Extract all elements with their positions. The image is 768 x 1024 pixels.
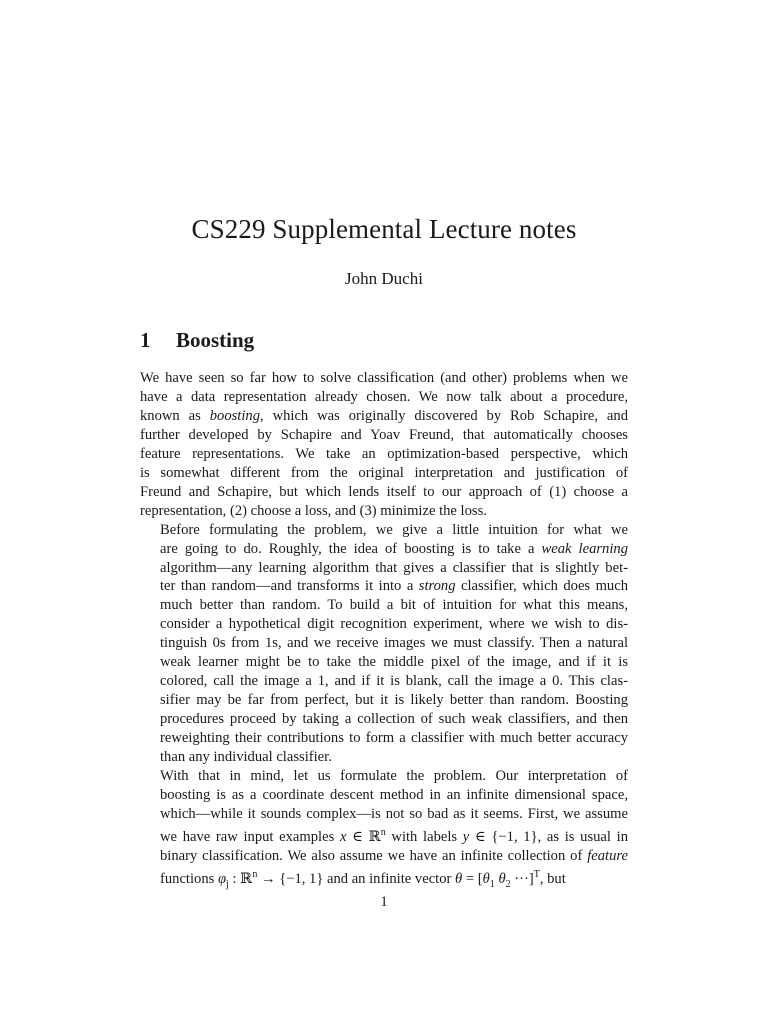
text-line: is somewhat different from the original interpretation and justification of: [140, 464, 628, 481]
section-number: 1: [140, 328, 151, 352]
text-line: much better than random. To build a bit of intuition for what this means,: [160, 597, 628, 614]
body-text: [140, 369, 628, 894]
text-line: weak learner might be to take the middle pixel of the image, and if it is: [160, 654, 628, 671]
text-line: which—while it sounds complex—is not so bad as it seems. First, we assume: [160, 805, 628, 822]
text-line: Freund and Schapire, but which lends itself to our approach of (1) choose a: [140, 483, 628, 500]
document-title: CS229 Supplemental Lecture notes: [191, 214, 577, 244]
section-title: Boosting: [176, 328, 255, 352]
section-heading: [140, 328, 254, 353]
text-line: than any individual classifier.: [160, 749, 332, 766]
text-line: feature representations. We take an optimization-based perspective, which: [140, 445, 628, 462]
text-line: reweighting their contributions to form a classifier with much better accuracy: [160, 730, 628, 747]
text-line: We have seen so far how to solve classification (and other) problems when we: [140, 370, 628, 386]
text-line: colored, call the image a 1, and if it is blank, call the image a 0. This clas-: [160, 673, 628, 690]
text-line: sifier may be far from perfect, but it is likely better than random. Boosting: [160, 692, 628, 709]
author-name: John Duchi: [345, 269, 423, 288]
text-line: With that in mind, let us formulate the problem. Our interpretation of: [160, 768, 628, 785]
text-line: Before formulating the problem, we give a little intuition for what we: [160, 521, 628, 538]
text-line: representation, (2) choose a loss, and (3) minimize the loss.: [140, 502, 487, 519]
text-line: procedures proceed by taking a collection of such weak classifiers, and then: [160, 711, 628, 728]
text-line: consider a hypothetical digit recognition experiment, where we wish to dis-: [160, 616, 628, 633]
text-line: binary classification. We also assume we have an infinite collection of feature: [160, 847, 628, 864]
text-line: tinguish 0s from 1s, and we receive images we must classify. Then a natural: [160, 635, 628, 652]
text-line: known as boosting, which was originally discovered by Rob Schapire, and: [140, 407, 628, 424]
paragraph: [140, 369, 628, 521]
text-line: have a data representation already chosen. We now talk about a procedure,: [140, 388, 628, 405]
page-number: 1: [380, 894, 388, 910]
text-line: boosting is as a coordinate descent method in an infinite dimensional space,: [160, 786, 628, 803]
text-line: functions $\varphi_j$ : ℝ$^n$ → {−1, 1} and an infinite vector $\theta = [\theta_1$ $\theta_2 \cdot\cdot\cdot]^T$, but: [160, 868, 566, 890]
text-line: algorithm—any learning algorithm that gives a classifier that is slightly bet-: [160, 559, 628, 576]
paragraph: [140, 767, 628, 894]
text-line: ter than random—and transforms it into a strong classifier, which does much: [160, 578, 628, 595]
paragraph: [140, 521, 628, 767]
text-line: we have raw input examples x ∈ ℝ$^n$ with labels y ∈ {−1, 1}, as is usual in: [160, 826, 628, 845]
text-line: are going to do. Roughly, the idea of boosting is to take a weak learning: [160, 540, 628, 557]
text-line: further developed by Schapire and Yoav Freund, that automatically chooses: [140, 426, 628, 443]
